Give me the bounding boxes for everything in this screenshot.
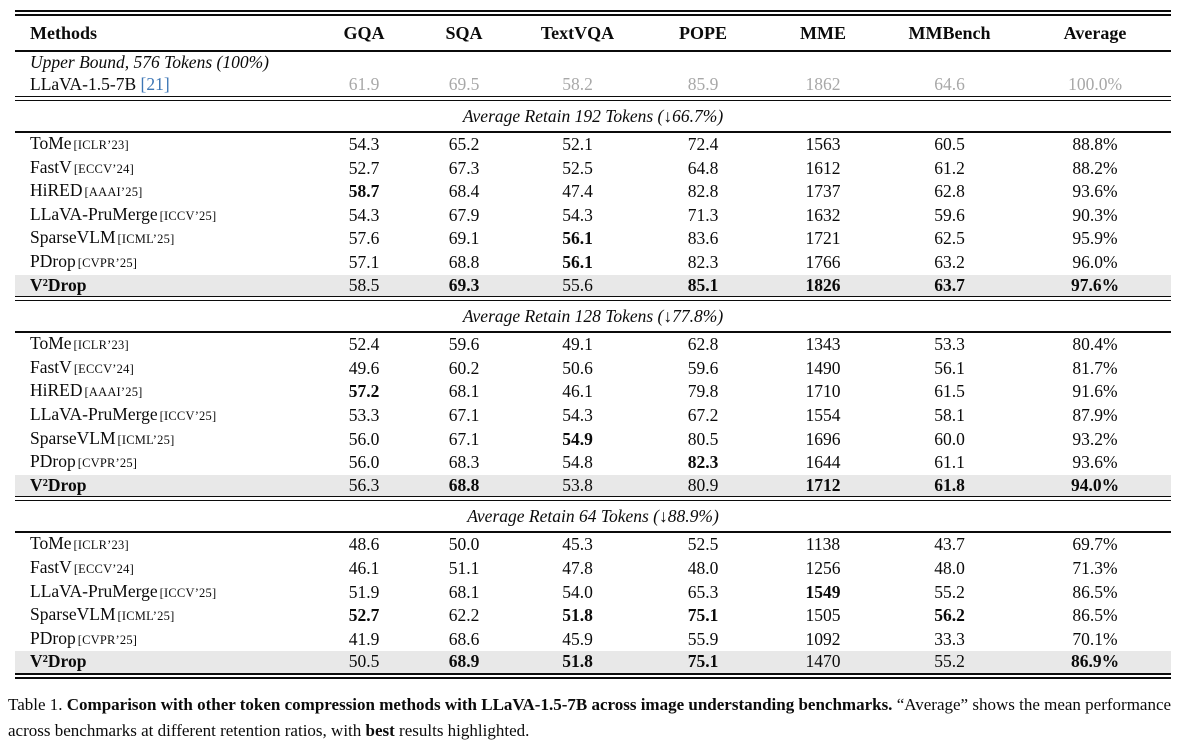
cell-average: 86.9% bbox=[1070, 651, 1120, 672]
venue-tag: [AAAI’25] bbox=[84, 385, 143, 400]
cell-mmbench: 61.5 bbox=[934, 381, 965, 402]
method-name: SparseVLM bbox=[30, 427, 116, 448]
cell-gqa: 56.3 bbox=[348, 474, 380, 495]
cell-sqa: 60.2 bbox=[448, 357, 480, 378]
cell-mme: 1632 bbox=[805, 204, 841, 225]
cell-textvqa: 52.5 bbox=[562, 157, 593, 178]
method-cell bbox=[15, 428, 315, 452]
table-row bbox=[15, 557, 1171, 581]
table-row bbox=[15, 604, 1171, 628]
cell-mmbench: 60.0 bbox=[934, 428, 965, 449]
col-header-gqa: GQA bbox=[343, 22, 385, 43]
section-title-128: Average Retain 128 Tokens (↓77.8%) bbox=[462, 306, 724, 327]
table-row bbox=[15, 157, 1171, 181]
cell-average: 86.5% bbox=[1072, 605, 1118, 626]
table-row bbox=[15, 581, 1171, 605]
cell-sqa: 67.3 bbox=[448, 157, 480, 178]
cell-textvqa: 54.3 bbox=[562, 404, 593, 425]
method-cell bbox=[15, 475, 315, 497]
cell-gqa: 54.3 bbox=[348, 134, 380, 154]
cell-gqa: 50.5 bbox=[348, 651, 380, 672]
method-name: PDrop bbox=[30, 627, 76, 648]
cell-mmbench: 63.7 bbox=[934, 274, 965, 295]
cell-pope: 62.8 bbox=[687, 334, 719, 355]
cell-mme: 1554 bbox=[805, 404, 841, 425]
cell-mme: 1710 bbox=[805, 381, 841, 402]
method-name: V²Drop bbox=[30, 474, 87, 495]
cell-textvqa: 47.8 bbox=[562, 557, 593, 578]
table-bottom-rule bbox=[15, 673, 1171, 679]
cell-gqa: 56.0 bbox=[348, 428, 380, 449]
method-cell bbox=[15, 275, 315, 297]
method-name: FastV bbox=[30, 556, 72, 577]
venue-tag: [ICLR’23] bbox=[73, 138, 129, 152]
caption-text-end: results highlighted. bbox=[399, 720, 530, 740]
cell-gqa: 57.1 bbox=[348, 251, 380, 272]
upper-bound-block bbox=[15, 52, 1171, 96]
cell-textvqa: 45.9 bbox=[562, 628, 593, 649]
table-row bbox=[15, 475, 1171, 497]
cell-pope: 67.2 bbox=[687, 404, 719, 425]
cell-sqa: 59.6 bbox=[448, 334, 480, 355]
header-row bbox=[15, 16, 1171, 50]
cell-mmbench: 62.8 bbox=[934, 181, 965, 202]
col-header-mme: MME bbox=[800, 22, 846, 43]
cell-average: 88.8% bbox=[1072, 134, 1118, 154]
cell-average: 95.9% bbox=[1072, 228, 1118, 249]
cell-pope: 75.1 bbox=[687, 605, 719, 626]
method-name: HiRED bbox=[30, 180, 83, 201]
cell-mme: 1737 bbox=[805, 181, 841, 202]
cell-pope: 75.1 bbox=[687, 651, 719, 672]
cell-sqa: 68.4 bbox=[448, 181, 480, 202]
caption-text: “Average” shows the mean performance across benchmarks at different retention ratios, with bbox=[8, 694, 1172, 740]
cell-mmbench: 56.1 bbox=[934, 357, 965, 378]
method-cell bbox=[15, 227, 315, 251]
cell-average: 97.6% bbox=[1070, 274, 1120, 295]
cell-mme: 1721 bbox=[805, 228, 841, 249]
venue-tag: [ECCV’24] bbox=[73, 161, 134, 176]
cell-mme: 1256 bbox=[805, 557, 841, 578]
cell-sqa: 67.1 bbox=[448, 404, 480, 425]
upper-bound-model-row bbox=[15, 73, 1171, 96]
method-cell bbox=[15, 73, 315, 96]
cell-textvqa: 46.1 bbox=[562, 381, 593, 402]
cell-mme: 1766 bbox=[805, 251, 841, 272]
cell-mmbench: 43.7 bbox=[934, 534, 965, 555]
cell-textvqa: 45.3 bbox=[562, 534, 593, 555]
method-cell bbox=[15, 451, 315, 475]
cell-pope: 80.9 bbox=[687, 474, 719, 495]
table-row bbox=[15, 380, 1171, 404]
cell-textvqa: 50.6 bbox=[562, 357, 593, 378]
cell-mmbench: 56.2 bbox=[934, 605, 965, 626]
cell-textvqa: 56.1 bbox=[562, 228, 593, 249]
cell-mmbench: 63.2 bbox=[934, 251, 965, 272]
cell-mme: 1696 bbox=[805, 428, 841, 449]
venue-tag: [ECCV’24] bbox=[73, 361, 134, 376]
cell-pope: 71.3 bbox=[687, 204, 719, 225]
section-table-128 bbox=[15, 333, 1171, 496]
cell-average: 70.1% bbox=[1072, 628, 1118, 649]
cell-mmbench: 55.2 bbox=[934, 581, 965, 602]
table-header bbox=[15, 16, 1171, 50]
method-name: PDrop bbox=[30, 250, 76, 271]
caption-bold-word: best bbox=[365, 720, 395, 740]
cell-gqa: 52.7 bbox=[348, 157, 380, 178]
cell-gqa: 52.4 bbox=[348, 334, 380, 355]
cell-mmbench: 61.8 bbox=[934, 474, 965, 495]
method-name: FastV bbox=[30, 156, 72, 177]
cell-textvqa: 51.8 bbox=[562, 651, 593, 672]
cell-pope: 82.8 bbox=[687, 181, 719, 202]
venue-tag: [CVPR’25] bbox=[77, 255, 138, 270]
cell-textvqa: 47.4 bbox=[562, 181, 593, 202]
cell-mmbench: 58.1 bbox=[934, 404, 965, 425]
cell-sqa: 68.9 bbox=[448, 651, 480, 672]
section-table-192 bbox=[15, 133, 1171, 296]
cell-textvqa: 54.8 bbox=[562, 452, 593, 473]
method-cell bbox=[15, 251, 315, 275]
section-table-64 bbox=[15, 533, 1171, 673]
method-cell bbox=[15, 204, 315, 228]
table-caption bbox=[8, 692, 1176, 744]
cell-sqa: 68.1 bbox=[448, 381, 480, 402]
col-header-average: Average bbox=[1063, 22, 1127, 43]
cell-average: 100.0% bbox=[1068, 74, 1123, 94]
cell-gqa: 56.0 bbox=[348, 452, 380, 473]
cell-mme: 1092 bbox=[805, 628, 841, 649]
method-cell bbox=[15, 180, 315, 204]
table-row bbox=[15, 333, 1171, 357]
method-name: ToMe bbox=[30, 133, 72, 153]
table-row bbox=[15, 204, 1171, 228]
cell-average: 91.6% bbox=[1072, 381, 1118, 402]
cell-textvqa: 54.9 bbox=[562, 428, 593, 449]
cell-sqa: 67.1 bbox=[448, 428, 480, 449]
cell-mme: 1563 bbox=[805, 134, 841, 154]
table-row bbox=[15, 428, 1171, 452]
venue-tag: [ICLR’23] bbox=[73, 538, 129, 553]
table-row bbox=[15, 133, 1171, 157]
method-name: ToMe bbox=[30, 333, 72, 354]
cell-sqa: 50.0 bbox=[448, 534, 480, 555]
citation-link[interactable]: [21] bbox=[140, 74, 170, 94]
cell-mmbench: 64.6 bbox=[934, 74, 965, 94]
method-cell bbox=[15, 581, 315, 605]
cell-average: 80.4% bbox=[1072, 334, 1118, 355]
method-name: V²Drop bbox=[30, 274, 87, 295]
method-cell bbox=[15, 557, 315, 581]
cell-sqa: 65.2 bbox=[448, 134, 480, 154]
cell-textvqa: 55.6 bbox=[562, 274, 593, 295]
cell-pope: 72.4 bbox=[687, 134, 719, 154]
cell-mme: 1826 bbox=[805, 274, 841, 295]
cell-gqa: 58.7 bbox=[348, 181, 380, 202]
table-row bbox=[15, 357, 1171, 381]
cell-average: 87.9% bbox=[1072, 404, 1118, 425]
cell-pope: 80.5 bbox=[687, 428, 719, 449]
venue-tag: [ICML’25] bbox=[117, 432, 175, 447]
method-cell bbox=[15, 604, 315, 628]
cell-mme: 1138 bbox=[805, 534, 841, 555]
cell-mmbench: 55.2 bbox=[934, 651, 965, 672]
cell-gqa: 58.5 bbox=[348, 274, 380, 295]
table-row bbox=[15, 628, 1171, 652]
cell-pope: 48.0 bbox=[687, 557, 719, 578]
cell-textvqa: 58.2 bbox=[562, 74, 593, 94]
cell-mmbench: 59.6 bbox=[934, 204, 965, 225]
method-name: SparseVLM bbox=[30, 604, 116, 625]
cell-textvqa: 54.0 bbox=[562, 581, 593, 602]
method-cell bbox=[15, 157, 315, 181]
section-title-192: Average Retain 192 Tokens (↓66.7%) bbox=[462, 106, 724, 126]
cell-pope: 52.5 bbox=[687, 534, 719, 555]
method-cell bbox=[15, 533, 315, 557]
cell-average: 90.3% bbox=[1072, 204, 1118, 225]
cell-pope: 55.9 bbox=[687, 628, 719, 649]
cell-pope: 59.6 bbox=[687, 357, 719, 378]
col-header-sqa: SQA bbox=[445, 22, 483, 43]
method-name: LLaVA-PruMerge bbox=[30, 203, 158, 224]
method-cell bbox=[15, 651, 315, 673]
cell-sqa: 68.3 bbox=[448, 452, 480, 473]
cell-mmbench: 61.2 bbox=[934, 157, 965, 178]
cell-mmbench: 33.3 bbox=[934, 628, 965, 649]
cell-sqa: 67.9 bbox=[448, 204, 480, 225]
cell-mmbench: 61.1 bbox=[934, 452, 965, 473]
col-header-textvqa: TextVQA bbox=[540, 22, 615, 43]
cell-average: 86.5% bbox=[1072, 581, 1118, 602]
method-name: PDrop bbox=[30, 451, 76, 472]
method-cell bbox=[15, 380, 315, 404]
cell-average: 88.2% bbox=[1072, 157, 1118, 178]
cell-gqa: 61.9 bbox=[348, 74, 380, 94]
cell-gqa: 48.6 bbox=[348, 534, 380, 555]
venue-tag: [CVPR’25] bbox=[77, 632, 138, 647]
cell-textvqa: 56.1 bbox=[562, 251, 593, 272]
method-name: LLaVA-PruMerge bbox=[30, 403, 158, 424]
cell-sqa: 68.8 bbox=[448, 474, 480, 495]
cell-pope: 83.6 bbox=[687, 228, 719, 249]
cell-mme: 1862 bbox=[805, 74, 841, 94]
cell-gqa: 57.6 bbox=[348, 228, 380, 249]
caption-prefix: Table 1. bbox=[8, 694, 63, 714]
method-name: HiRED bbox=[30, 380, 83, 401]
cell-gqa: 53.3 bbox=[348, 404, 380, 425]
cell-sqa: 68.8 bbox=[448, 251, 480, 272]
cell-mmbench: 60.5 bbox=[934, 134, 965, 154]
cell-sqa: 68.1 bbox=[448, 581, 480, 602]
cell-gqa: 54.3 bbox=[348, 204, 380, 225]
cell-average: 71.3% bbox=[1072, 557, 1118, 578]
method-cell bbox=[15, 404, 315, 428]
table-row bbox=[15, 451, 1171, 475]
col-header-pope: POPE bbox=[679, 22, 727, 43]
table-row bbox=[15, 227, 1171, 251]
cell-pope: 82.3 bbox=[687, 251, 719, 272]
table-row bbox=[15, 404, 1171, 428]
cell-gqa: 41.9 bbox=[348, 628, 380, 649]
upper-bound-label-row bbox=[15, 52, 1171, 73]
cell-average: 96.0% bbox=[1072, 251, 1118, 272]
cell-mmbench: 62.5 bbox=[934, 228, 965, 249]
method-cell bbox=[15, 628, 315, 652]
upper-bound-label: Upper Bound, 576 Tokens (100%) bbox=[30, 52, 269, 72]
model-name: LLaVA-1.5-7B bbox=[30, 74, 137, 94]
col-header-methods: Methods bbox=[30, 22, 97, 43]
cell-gqa: 51.9 bbox=[348, 581, 380, 602]
cell-mme: 1470 bbox=[805, 651, 841, 672]
cell-textvqa: 53.8 bbox=[562, 474, 593, 495]
venue-tag: [ICCV’25] bbox=[159, 408, 217, 423]
cell-sqa: 69.5 bbox=[448, 74, 480, 94]
method-name: SparseVLM bbox=[30, 227, 116, 248]
cell-pope: 64.8 bbox=[687, 157, 719, 178]
cell-average: 93.6% bbox=[1072, 181, 1118, 202]
table-row bbox=[15, 651, 1171, 673]
cell-sqa: 62.2 bbox=[448, 605, 480, 626]
method-name: FastV bbox=[30, 356, 72, 377]
cell-average: 94.0% bbox=[1070, 474, 1120, 495]
cell-mme: 1490 bbox=[805, 357, 841, 378]
cell-mmbench: 48.0 bbox=[934, 557, 965, 578]
table-row bbox=[15, 275, 1171, 297]
cell-pope: 79.8 bbox=[687, 381, 719, 402]
method-cell bbox=[15, 333, 315, 357]
cell-mme: 1644 bbox=[805, 452, 841, 473]
method-name: LLaVA-PruMerge bbox=[30, 580, 158, 601]
venue-tag: [ICLR’23] bbox=[73, 338, 129, 353]
cell-gqa: 52.7 bbox=[348, 605, 380, 626]
cell-mme: 1549 bbox=[805, 581, 841, 602]
venue-tag: [CVPR’25] bbox=[77, 456, 138, 471]
venue-tag: [ICCV’25] bbox=[159, 208, 217, 223]
cell-sqa: 69.3 bbox=[448, 274, 480, 295]
cell-average: 69.7% bbox=[1072, 534, 1118, 555]
table-row bbox=[15, 180, 1171, 204]
cell-average: 81.7% bbox=[1072, 357, 1118, 378]
cell-textvqa: 51.8 bbox=[562, 605, 593, 626]
cell-sqa: 68.6 bbox=[448, 628, 480, 649]
col-header-mmbench: MMBench bbox=[908, 22, 991, 43]
cell-pope: 82.3 bbox=[687, 452, 719, 473]
cell-mme: 1612 bbox=[805, 157, 841, 178]
cell-pope: 85.9 bbox=[687, 74, 719, 94]
cell-pope: 65.3 bbox=[687, 581, 719, 602]
cell-average: 93.2% bbox=[1072, 428, 1118, 449]
method-name: ToMe bbox=[30, 533, 72, 554]
method-name: V²Drop bbox=[30, 651, 87, 672]
venue-tag: [ECCV’24] bbox=[73, 561, 134, 576]
venue-tag: [ICCV’25] bbox=[159, 585, 217, 600]
section-title-64: Average Retain 64 Tokens (↓88.9%) bbox=[467, 506, 719, 527]
cell-gqa: 49.6 bbox=[348, 357, 380, 378]
cell-gqa: 57.2 bbox=[348, 381, 380, 402]
table-row bbox=[15, 533, 1171, 557]
cell-average: 93.6% bbox=[1072, 452, 1118, 473]
cell-sqa: 69.1 bbox=[448, 228, 480, 249]
table-row bbox=[15, 251, 1171, 275]
cell-textvqa: 54.3 bbox=[562, 204, 593, 225]
method-cell bbox=[15, 357, 315, 381]
cell-textvqa: 49.1 bbox=[562, 334, 593, 355]
cell-gqa: 46.1 bbox=[348, 557, 380, 578]
cell-mme: 1505 bbox=[805, 605, 841, 626]
venue-tag: [ICML’25] bbox=[117, 609, 175, 624]
cell-mmbench: 53.3 bbox=[934, 334, 965, 355]
cell-sqa: 51.1 bbox=[448, 557, 480, 578]
cell-textvqa: 52.1 bbox=[562, 134, 593, 154]
cell-mme: 1343 bbox=[805, 334, 841, 355]
venue-tag: [ICML’25] bbox=[117, 232, 175, 247]
cell-pope: 85.1 bbox=[687, 274, 719, 295]
caption-bold-title: Comparison with other token compression methods with LLaVA-1.5-7B across image understanding benchmarks. bbox=[66, 694, 893, 714]
method-cell bbox=[15, 133, 315, 157]
venue-tag: [AAAI’25] bbox=[84, 185, 143, 200]
cell-mme: 1712 bbox=[805, 474, 841, 495]
